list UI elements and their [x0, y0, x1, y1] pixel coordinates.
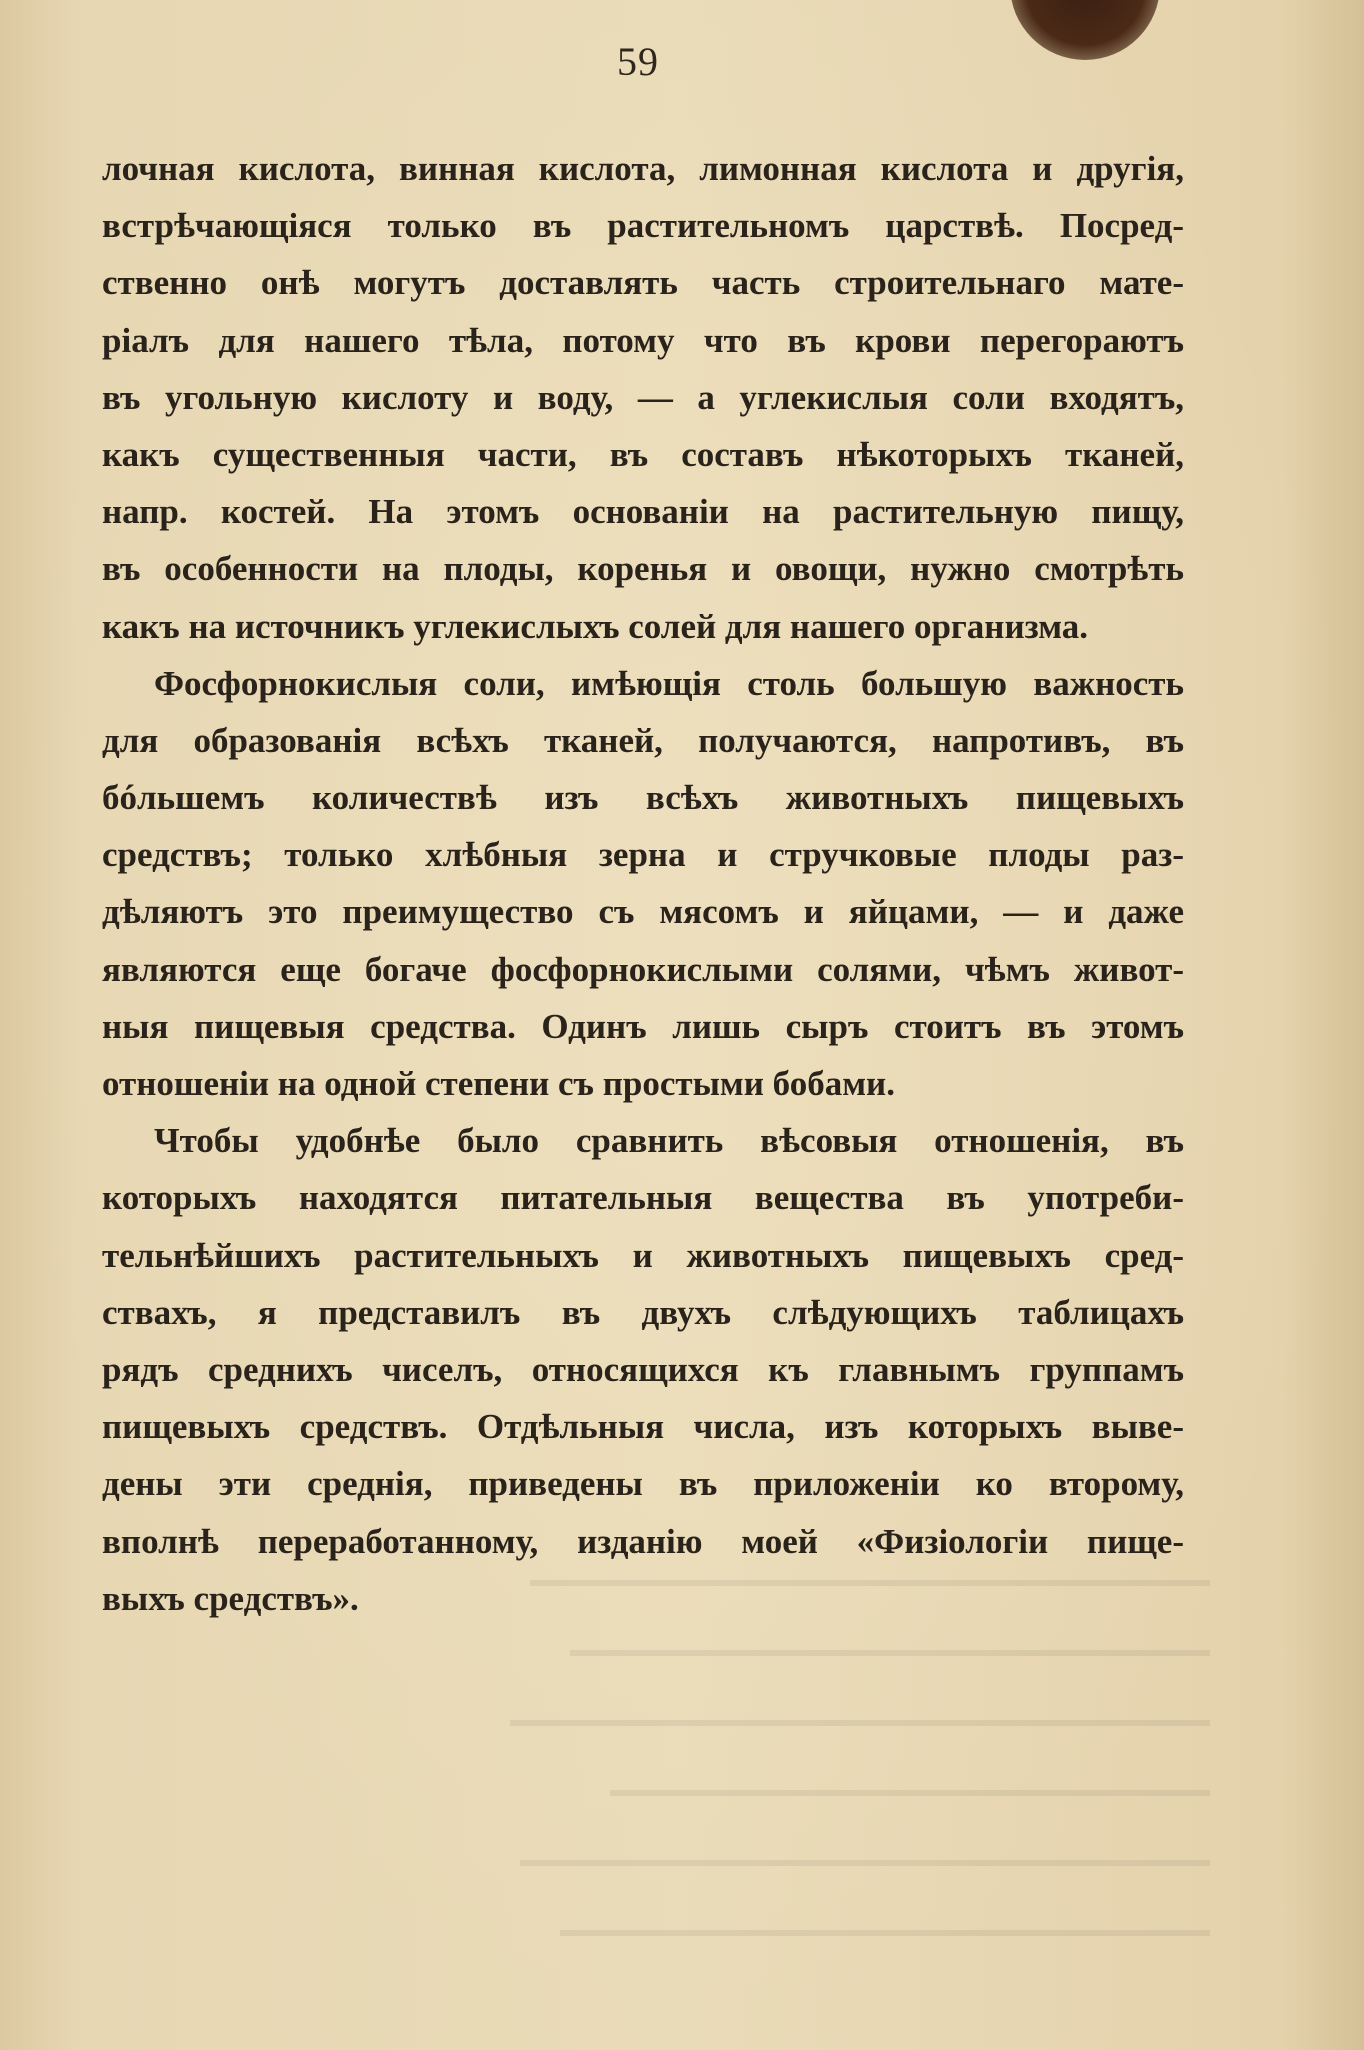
- paragraph-3-line-2: которыхъ находятся питательныя вещества въ употреби-: [102, 1178, 1184, 1218]
- paragraph-1-line-9: какъ на источникъ углекислыхъ солей для нашего организма.: [102, 606, 1089, 646]
- paragraph-1-line-2: встрѣчающіяся только въ растительномъ царствѣ. Посред-: [102, 206, 1184, 246]
- paragraph-3-line-4: ствахъ, я представилъ въ двухъ слѣдующихъ таблицахъ: [102, 1292, 1184, 1332]
- bleed-through-shadow: [470, 1540, 1230, 1960]
- paragraph-3-line-8: вполнѣ переработанному, изданію моей «Физіологіи пище-: [102, 1521, 1184, 1561]
- paragraph-1-line-5: въ угольную кислоту и воду, — а углекислыя соли входятъ,: [102, 377, 1184, 417]
- paragraph-2-line-7: ныя пищевыя средства. Одинъ лишь сыръ стоитъ въ этомъ: [102, 1006, 1184, 1046]
- paragraph-2-line-5: дѣляютъ это преимущество съ мясомъ и яйцами, — и даже: [102, 892, 1184, 932]
- paragraph-2-line-3: бóльшемъ количествѣ изъ всѣхъ животныхъ пищевыхъ: [102, 778, 1184, 818]
- paragraph-3-line-9: выхъ средствъ».: [102, 1578, 359, 1618]
- paragraph-1-line-1: лочная кислота, винная кислота, лимонная кислота и другія,: [102, 149, 1184, 188]
- paragraph-1-line-4: ріалъ для нашего тѣла, потому что въ крови перегораютъ: [102, 320, 1184, 360]
- paragraph-2-line-4: средствъ; только хлѣбныя зерна и стручковые плоды раз-: [102, 835, 1184, 875]
- paragraph-3-line-1: Чтобы удобнѣе было сравнить вѣсовыя отношенія, въ: [154, 1121, 1184, 1161]
- paragraph-1-line-8: въ особенности на плоды, коренья и овощи, нужно смотрѣть: [102, 549, 1184, 589]
- page-number: 59: [617, 39, 659, 84]
- paragraph-1-line-3: ственно онѣ могутъ доставлять часть строительнаго мате-: [102, 263, 1184, 303]
- paragraph-2-line-2: для образованія всѣхъ тканей, получаются, напротивъ, въ: [102, 720, 1184, 760]
- paragraph-1-line-7: напр. костей. На этомъ основаніи на растительную пищу,: [102, 492, 1184, 532]
- paragraph-3-line-5: рядъ среднихъ чиселъ, относящихся къ главнымъ группамъ: [102, 1349, 1184, 1389]
- paragraph-2-line-6: являются еще богаче фосфорнокислыми солями, чѣмъ живот-: [102, 949, 1184, 989]
- paragraph-1-line-6: какъ существенныя части, въ составъ нѣкоторыхъ тканей,: [102, 434, 1184, 474]
- paragraph-3-line-3: тельнѣйшихъ растительныхъ и животныхъ пищевыхъ сред-: [102, 1235, 1184, 1275]
- body-text: [102, 140, 1184, 1627]
- paragraph-2-line-1: Фосфорнокислыя соли, имѣющія столь большую важность: [154, 663, 1184, 703]
- paragraph-3-line-7: дены эти среднія, приведены въ приложеніи ко второму,: [102, 1464, 1184, 1504]
- paragraph-2-line-8: отношеніи на одной степени съ простыми бобами.: [102, 1064, 895, 1103]
- paragraph-3-line-6: пищевыхъ средствъ. Отдѣльныя числа, изъ которыхъ выве-: [102, 1407, 1184, 1447]
